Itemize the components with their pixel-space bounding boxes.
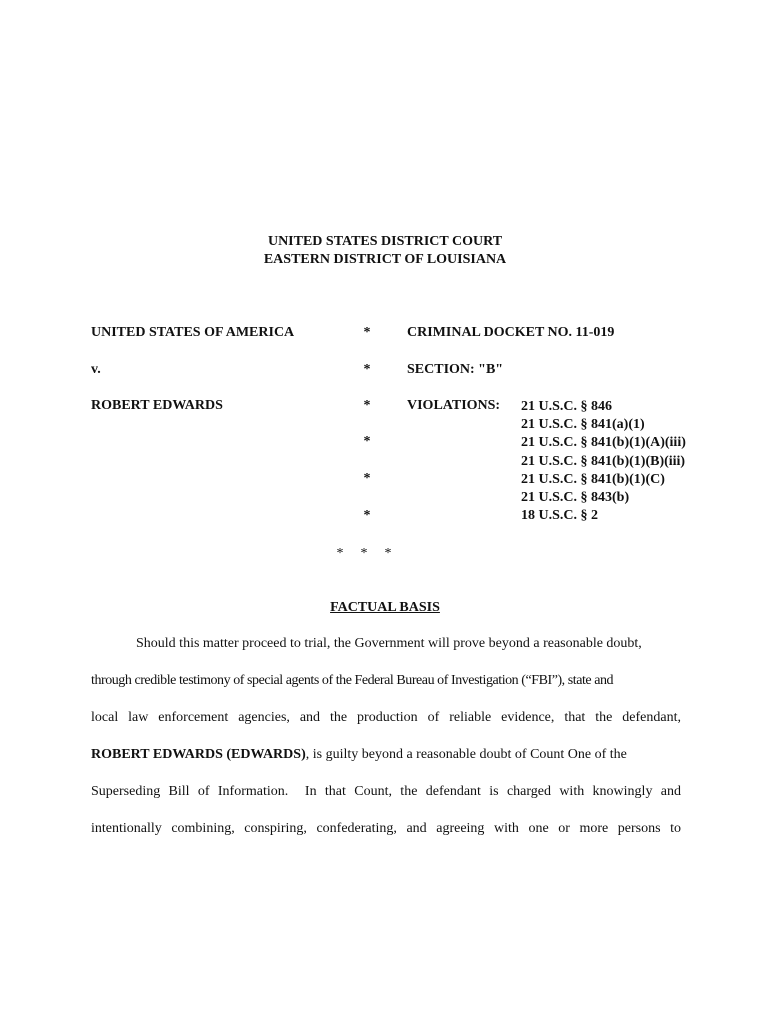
body-line: through credible testimony of special agents of the Federal Bureau of Investigation (“FBI”), state and — [91, 673, 614, 688]
violation-item: 21 U.S.C. § 841(a)(1) — [521, 417, 645, 433]
caption-star: * — [363, 325, 371, 340]
body-text: , is guilty beyond a reasonable doubt of Count One of the — [305, 747, 627, 762]
caption-separator — [328, 544, 400, 562]
defendant-reference: ROBERT EDWARDS (EDWARDS) — [91, 747, 306, 762]
body-line — [91, 747, 681, 763]
separator-star: * — [336, 546, 344, 561]
caption-star: * — [363, 508, 371, 523]
plaintiff-name: UNITED STATES OF AMERICA — [91, 325, 295, 340]
caption-star: * — [363, 434, 371, 449]
section-label: SECTION: "B" — [407, 362, 504, 377]
violation-item: 21 U.S.C. § 846 — [521, 399, 613, 414]
document-title: FACTUAL BASIS — [330, 600, 440, 615]
caption-star: * — [363, 471, 371, 486]
violations-list — [521, 398, 686, 525]
violation-item: 21 U.S.C. § 841(b)(1)(C) — [521, 471, 665, 487]
body-line: intentionally combining, conspiring, confederating, and agreeing with one or more persons to — [91, 821, 681, 836]
defendant-name: ROBERT EDWARDS — [91, 398, 223, 413]
separator-star: * — [384, 546, 392, 561]
separator-star: * — [360, 546, 368, 561]
violation-item: 21 U.S.C. § 841(b)(1)(B)(iii) — [521, 453, 686, 469]
court-name: UNITED STATES DISTRICT COURT — [267, 234, 503, 249]
caption-star: * — [363, 398, 371, 413]
violation-item: 18 U.S.C. § 2 — [521, 508, 599, 524]
body-line: Superseding Bill of Information. In that Count, the defendant is charged with knowingly and — [91, 784, 681, 799]
court-district: EASTERN DISTRICT OF LOUISIANA — [263, 252, 507, 267]
versus-label: v. — [91, 362, 101, 377]
body-line: local law enforcement agencies, and the production of reliable evidence, that the defendant, — [91, 710, 681, 725]
caption-star: * — [363, 362, 371, 377]
violation-item: 21 U.S.C. § 843(b) — [521, 490, 630, 506]
docket-number: CRIMINAL DOCKET NO. 11-019 — [407, 325, 615, 340]
body-line: Should this matter proceed to trial, the Government will prove beyond a reasonable doubt, — [136, 636, 642, 651]
violation-item: 21 U.S.C. § 841(b)(1)(A)(iii) — [521, 435, 686, 451]
violations-label: VIOLATIONS: — [407, 398, 501, 413]
